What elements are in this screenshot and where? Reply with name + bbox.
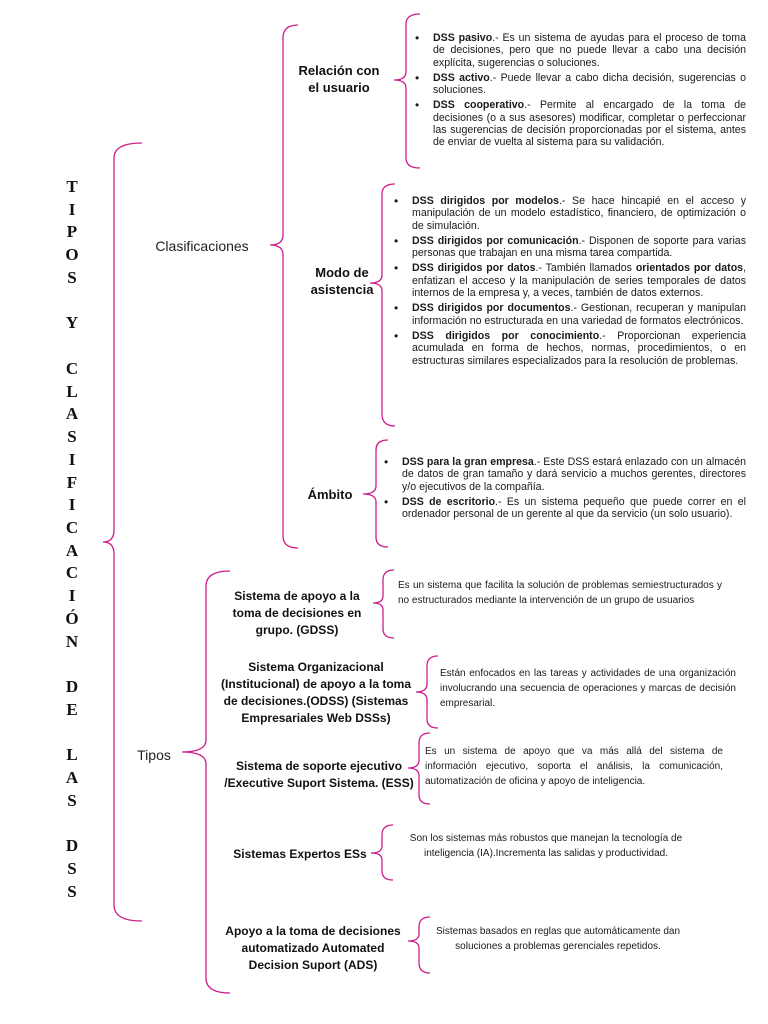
relacion-label: Relación con el usuario bbox=[298, 63, 380, 95]
title-letter: F bbox=[66, 472, 78, 492]
item-term: DSS activo bbox=[433, 71, 490, 84]
list-item bbox=[410, 99, 746, 148]
title-letter: C bbox=[65, 358, 79, 378]
title-letter: S bbox=[67, 267, 77, 287]
clasificaciones-label: Clasificaciones bbox=[155, 238, 249, 254]
vertical-title bbox=[58, 178, 86, 900]
tipos-label: Tipos bbox=[137, 747, 171, 763]
item-text: .- Proporcionan experiencia acumulada en forma de hechos, normas, procedimientos, o en estructuras similares especializados para la resolución de problemas. bbox=[412, 329, 746, 367]
item-text: .- También llamados bbox=[535, 262, 636, 275]
item-term: orientados por datos bbox=[635, 262, 744, 275]
item-term: DSS dirigidos por modelos bbox=[412, 195, 559, 207]
title-letter: C bbox=[65, 563, 79, 583]
gdss-bracket bbox=[373, 570, 394, 638]
item-text: .- Se hace hincapié en el acceso y manipulación de un modelo estadístico, financiero, de optimización o de simulación. bbox=[412, 195, 746, 232]
list-item bbox=[389, 235, 746, 260]
item-text: .- Disponen de soporte para varias personas que trabajan en una misma tarea compartida. bbox=[412, 234, 746, 260]
list-item bbox=[410, 72, 746, 97]
title-letter: Y bbox=[65, 313, 79, 333]
title-letter: S bbox=[67, 881, 77, 901]
list-item bbox=[410, 32, 746, 69]
title-letter: N bbox=[65, 631, 79, 651]
tipo-desc-gdss: Es un sistema que facilita la solución de problemas semiestructurados y no estructurados mediante la intervención de un grupo de usuarios bbox=[398, 580, 722, 606]
tipo-desc-odss: Están enfocados en las tareas y actividades de una organización involucrando una secuencia de operaciones y marcas de decisión empresarial. bbox=[440, 668, 736, 709]
title-letter: A bbox=[65, 540, 79, 560]
title-letter: L bbox=[66, 381, 78, 401]
list-item bbox=[379, 496, 746, 521]
tipo-desc-es: Son los sistemas más robustos que manejan la tecnología de inteligencia (IA).Incrementa las salidas y productividad. bbox=[409, 833, 683, 859]
ambito-list bbox=[379, 456, 746, 523]
list-item bbox=[379, 456, 746, 493]
item-text: , enfatizan el acceso y la manipulación de series temporales de datos internos de la empresa y, a veces, también de datos externos. bbox=[412, 262, 747, 300]
relacion-list bbox=[410, 32, 746, 152]
tipo-name-ess: Sistema de soporte ejecutivo /Executive Suport Sistema. (ESS) bbox=[224, 759, 414, 790]
item-term: DSS para la gran empresa bbox=[402, 456, 534, 468]
odss-bracket bbox=[416, 656, 438, 728]
title-letter: I bbox=[68, 586, 76, 606]
title-letter: T bbox=[66, 177, 78, 196]
item-term: DSS cooperativo bbox=[433, 99, 525, 112]
title-letter: I bbox=[68, 449, 76, 469]
title-letter: C bbox=[65, 518, 79, 538]
title-letter: S bbox=[67, 427, 77, 447]
list-item bbox=[389, 195, 746, 232]
title-letter: S bbox=[67, 859, 77, 879]
item-term: DSS dirigidos por datos bbox=[412, 262, 536, 275]
title-letter: D bbox=[65, 677, 79, 697]
title-letter: A bbox=[65, 404, 79, 424]
tipo-desc-ads: Sistemas basados en reglas que automáticamente dan soluciones a problemas gerenciales repetidos. bbox=[435, 926, 681, 952]
title-letter: P bbox=[66, 222, 78, 242]
tipo-name-es: Sistemas Expertos ESs bbox=[233, 847, 367, 861]
item-text: .- Puede llevar a cabo dicha decisión, sugerencias o soluciones. bbox=[433, 71, 747, 97]
modo-label: Modo de asistencia bbox=[310, 265, 374, 297]
item-text: .- Es un sistema pequeño que puede correr en el ordenador personal de un gerente al que da servicio (un solo usuario). bbox=[402, 495, 746, 521]
item-text: .- Este DSS estará enlazado con un almacén de datos de gran tamaño y dará servicio a muchos gerentes, directores y/o ejecutivos de la compañía. bbox=[402, 456, 747, 493]
title-letter: S bbox=[67, 790, 77, 810]
item-term: DSS pasivo bbox=[433, 32, 493, 44]
title-letter: A bbox=[65, 768, 79, 788]
item-term: DSS dirigidos por comunicación bbox=[412, 234, 579, 247]
tipo-name-gdss: Sistema de apoyo a la toma de decisiones en grupo. (GDSS) bbox=[232, 589, 362, 637]
title-letter: I bbox=[68, 495, 76, 515]
item-text: .- Gestionan, recuperan y manipulan información no estructurada en una variedad de formatos electrónicos. bbox=[412, 302, 746, 327]
es-bracket bbox=[371, 825, 393, 880]
item-text: .- Es un sistema de ayudas para el proceso de toma de decisiones, pero que no puede llevar a cabo una decisión explícita, sugerencias o soluciones. bbox=[433, 32, 746, 69]
tipo-name-ads: Apoyo a la toma de decisiones automatizado Automated Decision Suport (ADS) bbox=[225, 924, 401, 972]
tipo-desc-ess: Es un sistema de apoyo que va más allá del sistema de información ejecutivo, soporta el análisis, la comunicación, automatización de oficina y apoyo de inteligencia. bbox=[425, 746, 723, 787]
title-letter: I bbox=[68, 199, 76, 219]
title-letter: Ó bbox=[65, 608, 79, 628]
item-term: DSS de escritorio bbox=[402, 495, 496, 508]
modo-list bbox=[389, 195, 746, 370]
title-letter: O bbox=[65, 245, 79, 265]
title-letter: E bbox=[66, 699, 78, 719]
ambito-label: Ámbito bbox=[307, 487, 353, 502]
item-term: DSS dirigidos por documentos bbox=[412, 302, 571, 315]
title-letter: D bbox=[65, 836, 79, 856]
item-term: DSS dirigidos por conocimiento bbox=[412, 329, 600, 342]
item-text: .- Permite al encargado de la toma de decisiones (o a sus asesores) modificar, completar o perfeccionar las sugerencias de decisión proporcionadas por el sistema, antes de enviar de vuelta al sistema para su validación. bbox=[433, 99, 747, 149]
tipo-name-odss: Sistema Organizacional (Institucional) de apoyo a la toma de decisiones.(ODSS) (Sistemas Empresariales Web DSSs) bbox=[220, 660, 412, 725]
main-bracket bbox=[103, 143, 142, 921]
list-item bbox=[389, 302, 746, 327]
clasificaciones-bracket bbox=[270, 25, 298, 548]
list-item bbox=[389, 262, 746, 299]
list-item bbox=[389, 330, 746, 367]
title-letter: L bbox=[66, 745, 78, 765]
